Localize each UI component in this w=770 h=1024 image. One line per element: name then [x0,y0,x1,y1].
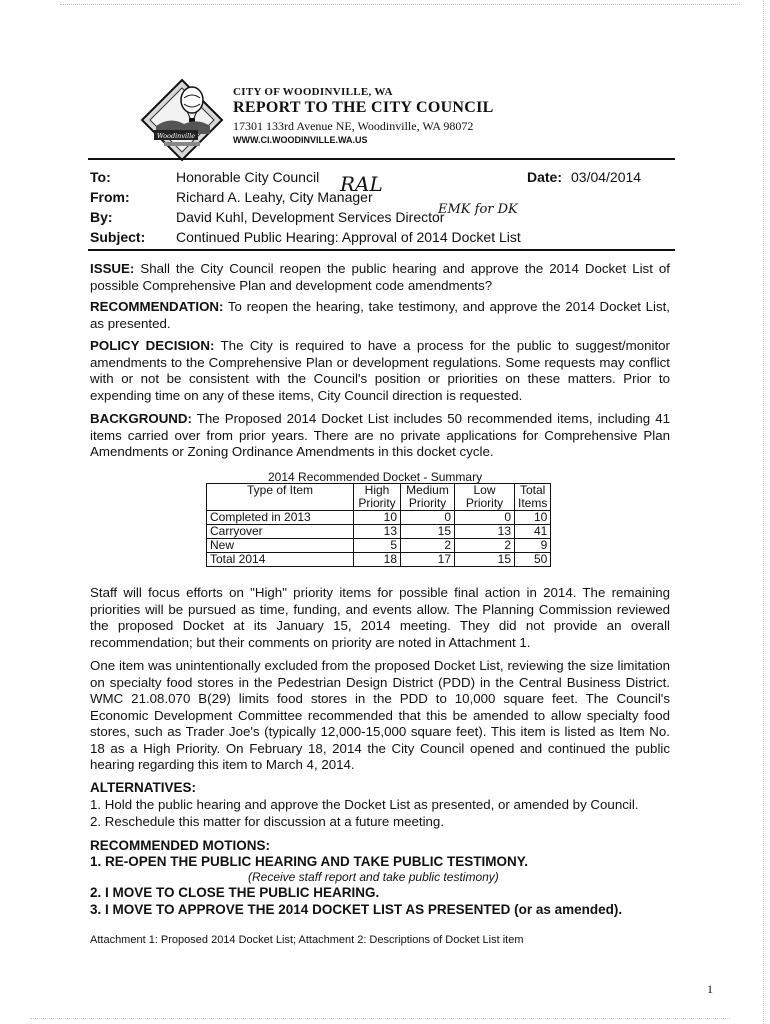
background-text: The Proposed 2014 Docket List includes 50 recommended items, including 41 items carried over from prior years. There are no private applications for Comprehensive Plan Amendments or Zoning Ordinance Amendments in this docket cycle. [90,411,670,459]
recommendation-label: RECOMMENDATION: [90,299,224,314]
table-row [207,511,551,525]
handwritten-initials: RAL [340,172,383,196]
scan-edge-top [60,4,740,5]
date-label: Date: [527,169,563,185]
table-cell: 13 [455,525,515,539]
table-cell: New [207,539,354,553]
motion-item: 3. I MOVE TO APPROVE THE 2014 DOCKET LIST AS PRESENTED (or as amended). [90,902,623,917]
policy-label: POLICY DECISION: [90,338,215,353]
table-cell: 50 [515,553,551,567]
to-label: To: [90,169,111,185]
table-row [207,525,551,539]
policy-section [90,338,670,404]
table-cell: 9 [515,539,551,553]
item-paragraph: One item was unintentionally excluded from the proposed Docket List, reviewing the size limitation on specialty food stores in the Pedestrian Design District (PDD) in the Central Business District. WMC 21.08.070 B(29) limits food stores in the PDD to 10,000 square feet. The Council's Economic Development Committee recommended that this be amended to allow specialty food stores, such as Trader Joe's (typically 12,000-15,000 square feet). This item is listed as Item No. 18 as a High Priority. On February 18, 2014 the City Council opened and continued the public hearing regarding this item to March 4, 2014. [90,658,670,772]
table-header-row [207,484,551,511]
table-header: Type of Item [207,484,354,511]
by-label: By: [90,209,113,225]
city-website: WWW.CI.WOODINVILLE.WA.US [233,135,368,145]
background-section [90,411,670,461]
to-value: Honorable City Council [176,169,320,185]
date-value: 03/04/2014 [571,169,642,185]
page-number: 1 [707,982,713,996]
from-label: From: [90,189,130,205]
summary-table [206,483,551,567]
header-rule-bottom [88,249,675,251]
issue-label: ISSUE: [90,261,135,276]
policy-text: The City is required to have a process for the public to suggest/monitor amendments to the Comprehensive Plan or development regulations. Some requests may conflict with or not be consistent with the Council's position or priorities on these matters. Prior to expending time on any of these items, City Council direction is requested. [90,338,670,403]
city-logo-icon [140,78,224,162]
table-header: Medium Priority [401,484,455,511]
table-cell: 5 [354,539,401,553]
svg-text:Woodinville: Woodinville [156,132,196,140]
issue-section [90,261,670,294]
table-cell: 0 [401,511,455,525]
table-cell: 2 [455,539,515,553]
motion-item: 1. RE-OPEN THE PUBLIC HEARING AND TAKE PUBLIC TESTIMONY. [90,854,529,869]
table-cell: 13 [354,525,401,539]
table-cell: 10 [515,511,551,525]
table-cell: 18 [354,553,401,567]
scan-edge-bottom [30,1018,730,1019]
table-header: Low Priority [455,484,515,511]
table-cell: Carryover [207,525,354,539]
list-item: 1. Hold the public hearing and approve the Docket List as presented, or amended by Council. [90,797,639,812]
recommendation-text: To reopen the hearing, take testimony, and approve the 2014 Docket List, as presented. [90,299,670,331]
table-cell: 41 [515,525,551,539]
background-label: BACKGROUND: [90,411,192,426]
recommendation-section [90,299,670,332]
issue-text: Shall the City Council reopen the public hearing and approve the 2014 Docket List of possible Comprehensive Plan and development code amendments? [90,261,670,293]
table-cell: 17 [401,553,455,567]
table-cell: 0 [455,511,515,525]
city-name: CITY OF WOODINVILLE, WA [233,86,393,98]
by-value: David Kuhl, Development Services Director [176,209,445,225]
alternatives-list [90,797,638,830]
header-rule-top [88,158,675,160]
summary-table-title: 2014 Recommended Docket - Summary [268,470,483,484]
from-value: Richard A. Leahy, City Manager [176,189,373,205]
table-cell: 15 [401,525,455,539]
attachments-line: Attachment 1: Proposed 2014 Docket List; Attachment 2: Descriptions of Docket List item [90,934,524,946]
subject-label: Subject: [90,229,146,245]
table-cell: Completed in 2013 [207,511,354,525]
staff-paragraph: Staff will focus efforts on "High" priority items for possible final action in 2014. The remaining priorities will be pursued as time, funding, and events allow. The Planning Commission reviewed the proposed Docket at its January 15, 2014 meeting. They did not provide an overall recommendation; but their comments on priority are noted in Attachment 1. [90,585,670,650]
table-row [207,539,551,553]
handwritten-note: EMK for DK [438,202,518,217]
table-header: High Priority [354,484,401,511]
motion-item: 2. I MOVE TO CLOSE THE PUBLIC HEARING. [90,885,380,900]
list-item: 2. Reschedule this matter for discussion at a future meeting. [90,813,445,829]
report-title: REPORT TO THE CITY COUNCIL [233,99,494,116]
table-cell: 10 [354,511,401,525]
table-cell: 2 [401,539,455,553]
alternatives-heading: ALTERNATIVES: [90,780,196,795]
subject-value: Continued Public Hearing: Approval of 2014 Docket List [176,229,521,245]
scan-edge-right [763,0,764,1024]
motions-heading: RECOMMENDED MOTIONS: [90,838,270,853]
motion-note: (Receive staff report and take public testimony) [248,870,499,884]
table-row [207,553,551,567]
table-cell: 15 [455,553,515,567]
table-header: Total Items [515,484,551,511]
letterhead [233,86,494,145]
table-cell: Total 2014 [207,553,354,567]
city-address: 17301 133rd Avenue NE, Woodinville, WA 98072 [233,119,474,133]
